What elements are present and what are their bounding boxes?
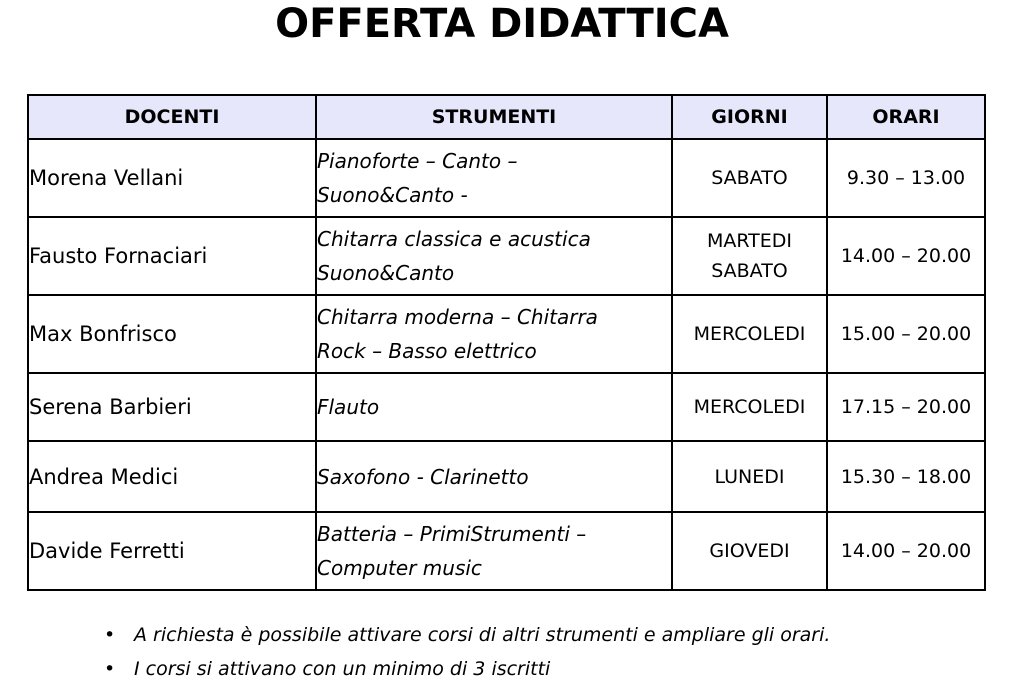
giorno-line: MARTEDI xyxy=(706,230,793,252)
strumenti-line: Rock – Basso elettrico xyxy=(317,339,537,363)
giorno-line: SABATO xyxy=(711,260,788,282)
strumenti-line: Saxofono - Clarinetto xyxy=(317,464,529,489)
header-orari: ORARI xyxy=(827,95,985,139)
cell-strumenti xyxy=(316,373,672,441)
strumenti-line: Batteria – PrimiStrumenti – xyxy=(317,522,587,546)
giorno-line: MERCOLEDI xyxy=(693,396,806,418)
cell-orari: 17.15 – 20.00 xyxy=(827,373,985,441)
cell-orari: 14.00 – 20.00 xyxy=(827,217,985,295)
table-row xyxy=(28,512,985,590)
strumenti-line: Suono&Canto xyxy=(317,261,455,285)
strumenti-line: Computer music xyxy=(317,556,482,580)
cell-strumenti xyxy=(316,441,672,512)
list-item xyxy=(104,652,830,686)
bullet-icon: • xyxy=(104,624,116,646)
cell-giorni xyxy=(672,512,827,590)
offer-table xyxy=(27,94,986,591)
giorno-line: SABATO xyxy=(711,167,788,189)
cell-strumenti xyxy=(316,217,672,295)
header-giorni: GIORNI xyxy=(672,95,827,139)
header-strumenti: STRUMENTI xyxy=(316,95,672,139)
cell-docente: Andrea Medici xyxy=(28,441,316,512)
cell-strumenti xyxy=(316,512,672,590)
cell-docente: Max Bonfrisco xyxy=(28,295,316,373)
cell-strumenti xyxy=(316,139,672,217)
strumenti-line: Pianoforte – Canto – xyxy=(317,149,518,173)
table-row xyxy=(28,373,985,441)
note-text: A richiesta è possibile attivare corsi di altri strumenti e ampliare gli orari. xyxy=(134,624,831,646)
list-item xyxy=(104,618,830,652)
strumenti-line: Flauto xyxy=(317,395,380,419)
cell-docente: Fausto Fornaciari xyxy=(28,217,316,295)
table-header-row xyxy=(28,95,985,139)
strumenti-line: Suono&Canto - xyxy=(317,183,468,207)
giorno-line: MERCOLEDI xyxy=(693,323,806,345)
giorno-line: LUNEDI xyxy=(714,465,785,488)
strumenti-line: Chitarra classica e acustica xyxy=(317,227,591,251)
page-title: OFFERTA DIDATTICA xyxy=(275,1,729,47)
header-docenti: DOCENTI xyxy=(28,95,316,139)
table-row xyxy=(28,441,985,512)
cell-docente: Davide Ferretti xyxy=(28,512,316,590)
cell-giorni xyxy=(672,373,827,441)
strumenti-line: Chitarra moderna – Chitarra xyxy=(317,305,598,329)
cell-orari: 15.00 – 20.00 xyxy=(827,295,985,373)
cell-docente: Serena Barbieri xyxy=(28,373,316,441)
cell-strumenti xyxy=(316,295,672,373)
table-row xyxy=(28,217,985,295)
bullet-icon: • xyxy=(104,658,116,680)
cell-giorni xyxy=(672,217,827,295)
cell-giorni xyxy=(672,295,827,373)
table-row xyxy=(28,139,985,217)
note-text: I corsi si attivano con un minimo di 3 iscritti xyxy=(134,658,551,680)
notes-list xyxy=(104,618,830,686)
cell-giorni xyxy=(672,441,827,512)
giorno-line: GIOVEDI xyxy=(709,540,790,562)
cell-docente: Morena Vellani xyxy=(28,139,316,217)
cell-giorni xyxy=(672,139,827,217)
cell-orari: 9.30 – 13.00 xyxy=(827,139,985,217)
cell-orari: 15.30 – 18.00 xyxy=(827,441,985,512)
cell-orari: 14.00 – 20.00 xyxy=(827,512,985,590)
table-row xyxy=(28,295,985,373)
